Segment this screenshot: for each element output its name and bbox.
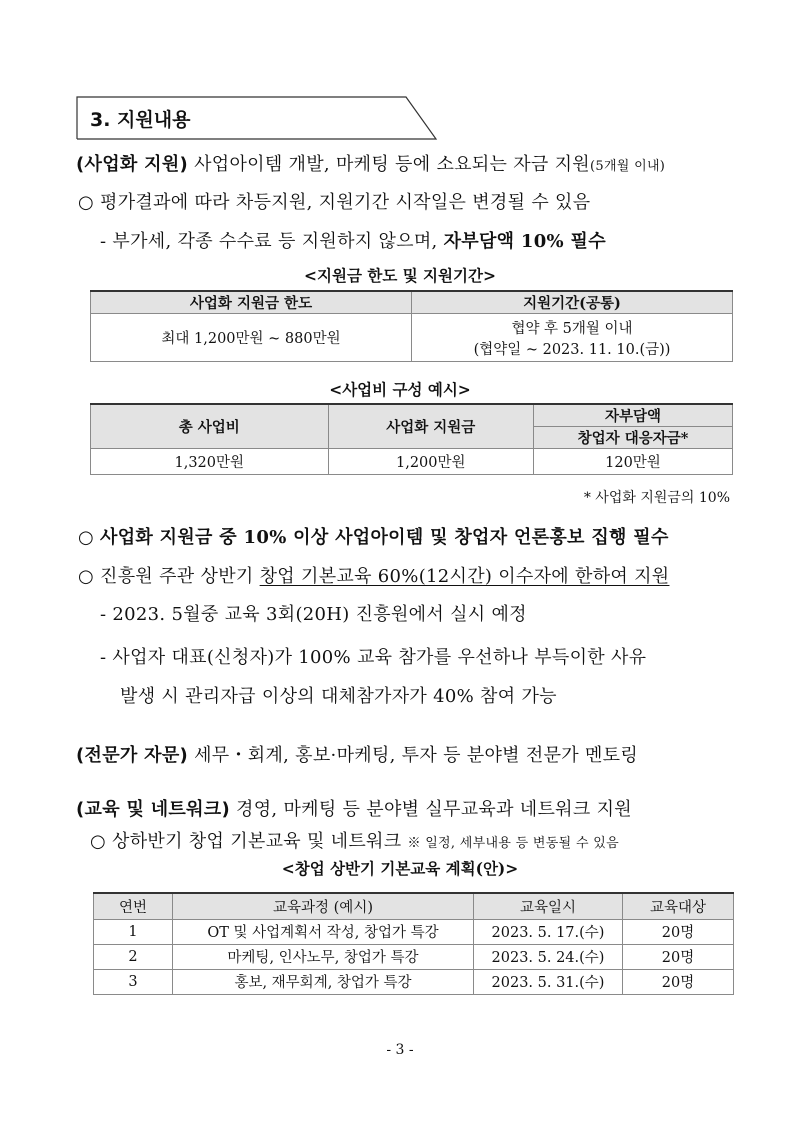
page-number: - 3 - (386, 1042, 414, 1058)
budget-example-table (90, 403, 733, 475)
table2-cell-subsidy: 1,200만원 (328, 449, 533, 475)
table1-cell-limit: 최대 1,200만원 ~ 880만원 (91, 314, 412, 362)
table-row (94, 944, 734, 969)
network-text: 경영, 마케팅 등 분야별 실무교육과 네트워크 지원 (230, 799, 632, 820)
table1-cell-period-line1: 협약 후 5개월 이내 (511, 320, 633, 337)
section-title: 3. 지원내용 (90, 109, 191, 131)
table3-caption: <창업 상반기 기본교육 계획(안)> (281, 859, 519, 878)
table3-cell: 20명 (623, 944, 734, 969)
table2-footnote: * 사업화 지원금의 10% (583, 490, 730, 506)
table1-header-period: 지원기간(공통) (412, 291, 733, 314)
table3-header-course: 교육과정 (예시) (173, 893, 474, 919)
biz-support-text: 사업아이템 개발, 마케팅 등에 소요되는 자금 지원 (188, 154, 590, 175)
education-plan-table (93, 892, 734, 995)
table1-caption: <지원금 한도 및 지원기간> (304, 266, 496, 285)
promo-bullet-mark: ○ (78, 527, 101, 548)
expert-text: 세무・회계, 홍보·마케팅, 투자 등 분야별 전문가 멘토링 (188, 745, 639, 766)
table3-cell: 마케팅, 인사노무, 창업가 특강 (173, 944, 474, 969)
table2-header-total: 총 사업비 (91, 404, 329, 449)
table3-header-no: 연번 (94, 893, 173, 919)
table3-cell: 홍보, 재무회계, 창업가 특강 (173, 969, 474, 994)
table-row (94, 969, 734, 994)
table2-header-subsidy: 사업화 지원금 (328, 404, 533, 449)
table3-header-target: 교육대상 (623, 893, 734, 919)
table2-cell-matching: 120만원 (533, 449, 732, 475)
table3-cell: 1 (94, 919, 173, 944)
promo-bullet (78, 523, 669, 549)
edu-req-bullet-underlined: 창업 기본교육 60%(12시간) 이수자에 한하여 지원 (259, 566, 670, 587)
section-header (76, 96, 406, 138)
table-row (94, 919, 734, 944)
table1-cell-period-line2: (협약일 ~ 2023. 11. 10.(금)) (473, 341, 671, 358)
table1-header-limit: 사업화 지원금 한도 (91, 291, 412, 314)
table2-header-matching: 창업자 대응자금* (533, 427, 732, 449)
biz-support-note: (5개월 이내) (590, 159, 666, 174)
biz-dash-1 (100, 227, 606, 253)
edu-req-dash-2-cont: 발생 시 관리자급 이상의 대체참가자가 40% 참여 가능 (120, 686, 557, 707)
table3-cell: 20명 (623, 969, 734, 994)
edu-req-bullet-pre: ○ 진흥원 주관 상반기 (78, 566, 260, 587)
table3-header-date: 교육일시 (474, 893, 623, 919)
edu-req-dash-1: - 2023. 5월중 교육 3회(20H) 진흥원에서 실시 예정 (100, 604, 527, 625)
table2-header-selfpay: 자부담액 (533, 404, 732, 427)
edu-req-bullet (78, 562, 669, 588)
table3-cell: OT 및 사업계획서 작성, 창업가 특강 (173, 919, 474, 944)
promo-bullet-text: 사업화 지원금 중 10% 이상 사업아이템 및 창업자 언론홍보 집행 필수 (100, 527, 669, 548)
network-bullet-note: ※ 일정, 세부내용 등 변동될 수 있음 (407, 836, 619, 851)
biz-support-line (76, 150, 665, 176)
biz-dash-1-text: - 부가세, 각종 수수료 등 지원하지 않으며, (100, 231, 444, 252)
network-line (76, 795, 632, 821)
biz-dash-1-bold: 자부담액 10% 필수 (443, 231, 606, 252)
table3-cell: 2023. 5. 24.(수) (474, 944, 623, 969)
table1-cell-period (412, 314, 733, 362)
table3-cell: 20명 (623, 919, 734, 944)
support-limit-table (90, 290, 733, 362)
edu-req-dash-2: - 사업자 대표(신청자)가 100% 교육 참가를 우선하나 부득이한 사유 (100, 647, 647, 668)
table3-cell: 3 (94, 969, 173, 994)
table2-cell-total: 1,320만원 (91, 449, 329, 475)
biz-bullet-1: ○ 평가결과에 따라 차등지원, 지원기간 시작일은 변경될 수 있음 (78, 192, 591, 213)
table3-cell: 2023. 5. 31.(수) (474, 969, 623, 994)
table2-caption: <사업비 구성 예시> (329, 380, 471, 399)
network-bullet-text: ○ 상하반기 창업 기본교육 및 네트워크 (90, 831, 408, 852)
network-bullet (90, 827, 619, 853)
table3-cell: 2023. 5. 17.(수) (474, 919, 623, 944)
expert-label: (전문가 자문) (76, 745, 189, 766)
expert-line (76, 741, 638, 767)
table3-cell: 2 (94, 944, 173, 969)
network-label: (교육 및 네트워크) (76, 799, 231, 820)
biz-support-label: (사업화 지원) (76, 154, 189, 175)
